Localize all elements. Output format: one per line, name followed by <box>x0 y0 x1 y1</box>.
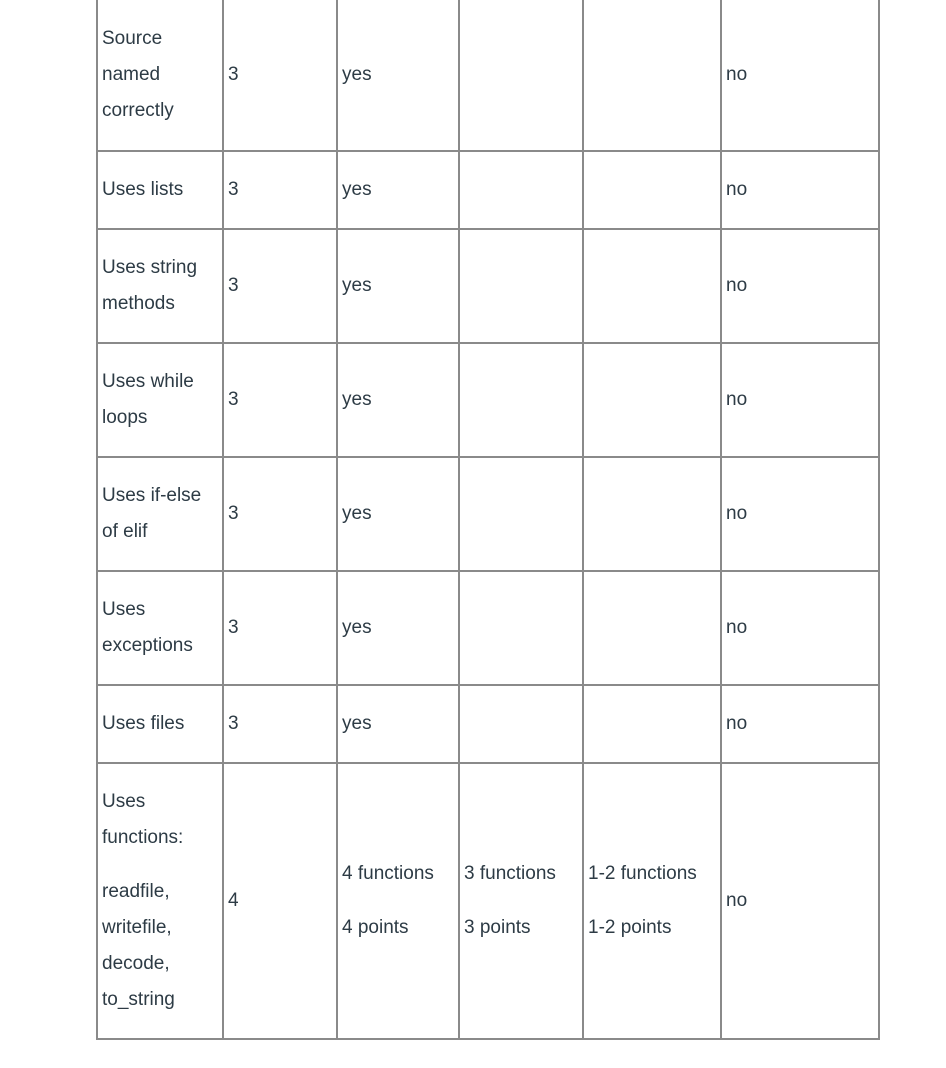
no-credit-cell: no <box>721 571 879 685</box>
criterion-text: Source <box>102 28 163 49</box>
no-credit-cell: no <box>721 151 879 229</box>
full-credit-cell: yes <box>337 685 459 763</box>
function-name: readfile, <box>102 881 170 902</box>
no-credit-cell: no <box>721 0 879 151</box>
full-credit-cell: yes <box>337 229 459 343</box>
points-cell: 3 <box>223 0 337 151</box>
no-credit-cell: no <box>721 763 879 1039</box>
table-row-functions <box>97 763 879 1039</box>
criterion-text: Uses <box>102 599 146 620</box>
partial-high-cell <box>459 343 583 457</box>
partial-low-cell <box>583 763 721 1039</box>
criterion-text: Uses if-else <box>102 485 202 506</box>
partial-high-cell <box>459 763 583 1039</box>
criterion-text: named <box>102 64 161 85</box>
full-credit-cell: yes <box>337 343 459 457</box>
partial-high-cell <box>459 457 583 571</box>
full-credit-cell: yes <box>337 571 459 685</box>
partial-high-points: 3 points <box>464 917 531 938</box>
criterion-cell <box>97 457 223 571</box>
points-cell: 3 <box>223 457 337 571</box>
partial-high-cell <box>459 0 583 151</box>
points-cell: 3 <box>223 571 337 685</box>
table-row <box>97 685 879 763</box>
full-credit-cell: yes <box>337 151 459 229</box>
criterion-text: Uses lists <box>102 179 184 200</box>
full-credit-cell: yes <box>337 0 459 151</box>
criterion-text: Uses string <box>102 257 198 278</box>
criterion-cell <box>97 151 223 229</box>
criterion-text: methods <box>102 293 175 314</box>
criterion-text: Uses <box>102 791 146 812</box>
partial-low-cell <box>583 343 721 457</box>
criterion-text: functions: <box>102 827 184 848</box>
criterion-cell <box>97 343 223 457</box>
function-name: writefile, <box>102 917 172 938</box>
full-credit-cell: yes <box>337 457 459 571</box>
criterion-cell <box>97 0 223 151</box>
no-credit-cell: no <box>721 343 879 457</box>
points-cell: 3 <box>223 229 337 343</box>
partial-low-cell <box>583 229 721 343</box>
partial-low-label: 1-2 functions <box>588 863 697 884</box>
full-credit-points: 4 points <box>342 917 409 938</box>
points-cell: 3 <box>223 343 337 457</box>
criterion-text: Uses while <box>102 371 194 392</box>
criterion-cell <box>97 229 223 343</box>
partial-low-cell <box>583 0 721 151</box>
criterion-text: of elif <box>102 521 148 542</box>
criterion-text: Uses files <box>102 713 185 734</box>
criterion-cell <box>97 571 223 685</box>
points-cell: 3 <box>223 685 337 763</box>
table-row <box>97 151 879 229</box>
full-credit-label: 4 functions <box>342 863 434 884</box>
criterion-cell <box>97 685 223 763</box>
table-row <box>97 229 879 343</box>
partial-low-cell <box>583 457 721 571</box>
function-name: to_string <box>102 989 175 1010</box>
table-row <box>97 343 879 457</box>
criterion-text: correctly <box>102 100 174 121</box>
no-credit-cell: no <box>721 229 879 343</box>
no-credit-cell: no <box>721 685 879 763</box>
table-row <box>97 457 879 571</box>
grading-rubric-table <box>96 0 880 1040</box>
function-name: decode, <box>102 953 170 974</box>
partial-low-cell <box>583 571 721 685</box>
partial-high-cell <box>459 685 583 763</box>
partial-low-cell <box>583 685 721 763</box>
full-credit-cell <box>337 763 459 1039</box>
no-credit-cell: no <box>721 457 879 571</box>
partial-high-cell <box>459 151 583 229</box>
criterion-text: loops <box>102 407 148 428</box>
partial-high-cell <box>459 571 583 685</box>
partial-high-label: 3 functions <box>464 863 556 884</box>
table-row <box>97 571 879 685</box>
criterion-text: exceptions <box>102 635 193 656</box>
points-cell: 4 <box>223 763 337 1039</box>
partial-low-cell <box>583 151 721 229</box>
partial-low-points: 1-2 points <box>588 917 672 938</box>
partial-high-cell <box>459 229 583 343</box>
table-row <box>97 0 879 151</box>
criterion-cell <box>97 763 223 1039</box>
points-cell: 3 <box>223 151 337 229</box>
